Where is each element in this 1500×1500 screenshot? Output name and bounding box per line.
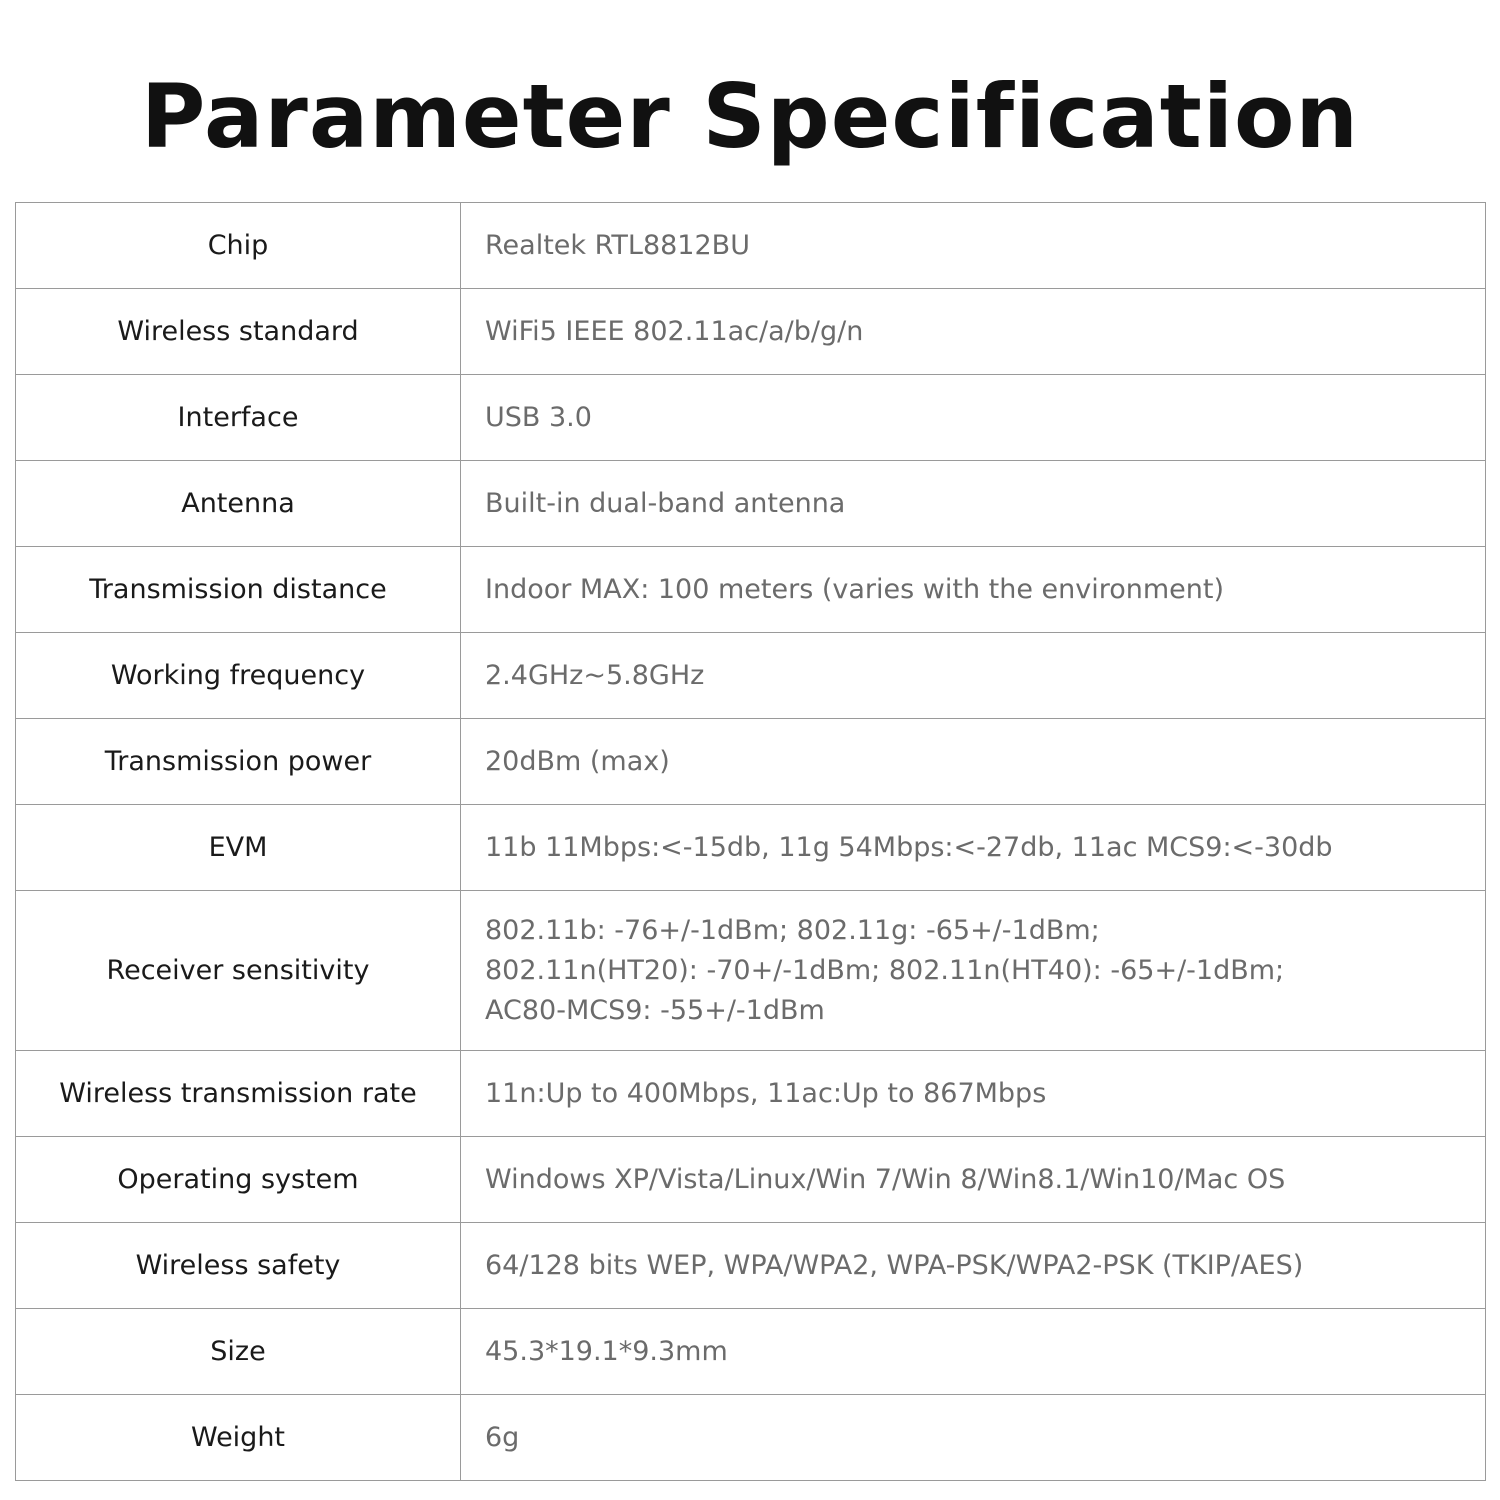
row-value: WiFi5 IEEE 802.11ac/a/b/g/n bbox=[461, 289, 1486, 375]
row-value: Windows XP/Vista/Linux/Win 7/Win 8/Win8.1/Win10/Mac OS bbox=[461, 1137, 1486, 1223]
row-label: Chip bbox=[16, 203, 461, 289]
table-row-transmission-distance bbox=[16, 547, 1486, 633]
row-value: Indoor MAX: 100 meters (varies with the environment) bbox=[461, 547, 1486, 633]
page-title: Parameter Specification bbox=[140, 65, 1360, 168]
row-value: 11b 11Mbps:<-15db, 11g 54Mbps:<-27db, 11ac MCS9:<-30db bbox=[461, 805, 1486, 891]
table-row-working-frequency bbox=[16, 633, 1486, 719]
table-row-operating-system bbox=[16, 1137, 1486, 1223]
table-row-receiver-sensitivity bbox=[16, 891, 1486, 1051]
table-row-interface bbox=[16, 375, 1486, 461]
row-value bbox=[461, 891, 1486, 1051]
table-row-wireless-standard bbox=[16, 289, 1486, 375]
table-row-size bbox=[16, 1309, 1486, 1395]
table-row-wireless-safety bbox=[16, 1223, 1486, 1309]
row-value: Realtek RTL8812BU bbox=[461, 203, 1486, 289]
row-value: 2.4GHz~5.8GHz bbox=[461, 633, 1486, 719]
value-line: 802.11b: -76+/-1dBm; 802.11g: -65+/-1dBm; bbox=[485, 914, 1100, 946]
spec-table bbox=[15, 202, 1486, 1481]
row-label: Transmission distance bbox=[16, 547, 461, 633]
table-row-transmission-power bbox=[16, 719, 1486, 805]
table-row-weight bbox=[16, 1395, 1486, 1481]
row-label: Wireless transmission rate bbox=[16, 1051, 461, 1137]
row-value: 11n:Up to 400Mbps, 11ac:Up to 867Mbps bbox=[461, 1051, 1486, 1137]
row-value: 6g bbox=[461, 1395, 1486, 1481]
row-label: EVM bbox=[16, 805, 461, 891]
row-value: USB 3.0 bbox=[461, 375, 1486, 461]
table-row-chip bbox=[16, 203, 1486, 289]
row-label: Wireless safety bbox=[16, 1223, 461, 1309]
row-label: Wireless standard bbox=[16, 289, 461, 375]
row-value: 20dBm (max) bbox=[461, 719, 1486, 805]
row-label: Receiver sensitivity bbox=[16, 891, 461, 1051]
row-value: Built-in dual-band antenna bbox=[461, 461, 1486, 547]
row-label: Operating system bbox=[16, 1137, 461, 1223]
row-label: Working frequency bbox=[16, 633, 461, 719]
row-value: 64/128 bits WEP, WPA/WPA2, WPA-PSK/WPA2-PSK (TKIP/AES) bbox=[461, 1223, 1486, 1309]
value-line: AC80-MCS9: -55+/-1dBm bbox=[485, 994, 825, 1026]
value-line: 802.11n(HT20): -70+/-1dBm; 802.11n(HT40): -65+/-1dBm; bbox=[485, 954, 1285, 986]
row-label: Weight bbox=[16, 1395, 461, 1481]
row-label: Antenna bbox=[16, 461, 461, 547]
row-label: Interface bbox=[16, 375, 461, 461]
table-row-antenna bbox=[16, 461, 1486, 547]
table-row-evm bbox=[16, 805, 1486, 891]
table-row-wireless-transmission-rate bbox=[16, 1051, 1486, 1137]
row-label: Transmission power bbox=[16, 719, 461, 805]
row-label: Size bbox=[16, 1309, 461, 1395]
row-value: 45.3*19.1*9.3mm bbox=[461, 1309, 1486, 1395]
